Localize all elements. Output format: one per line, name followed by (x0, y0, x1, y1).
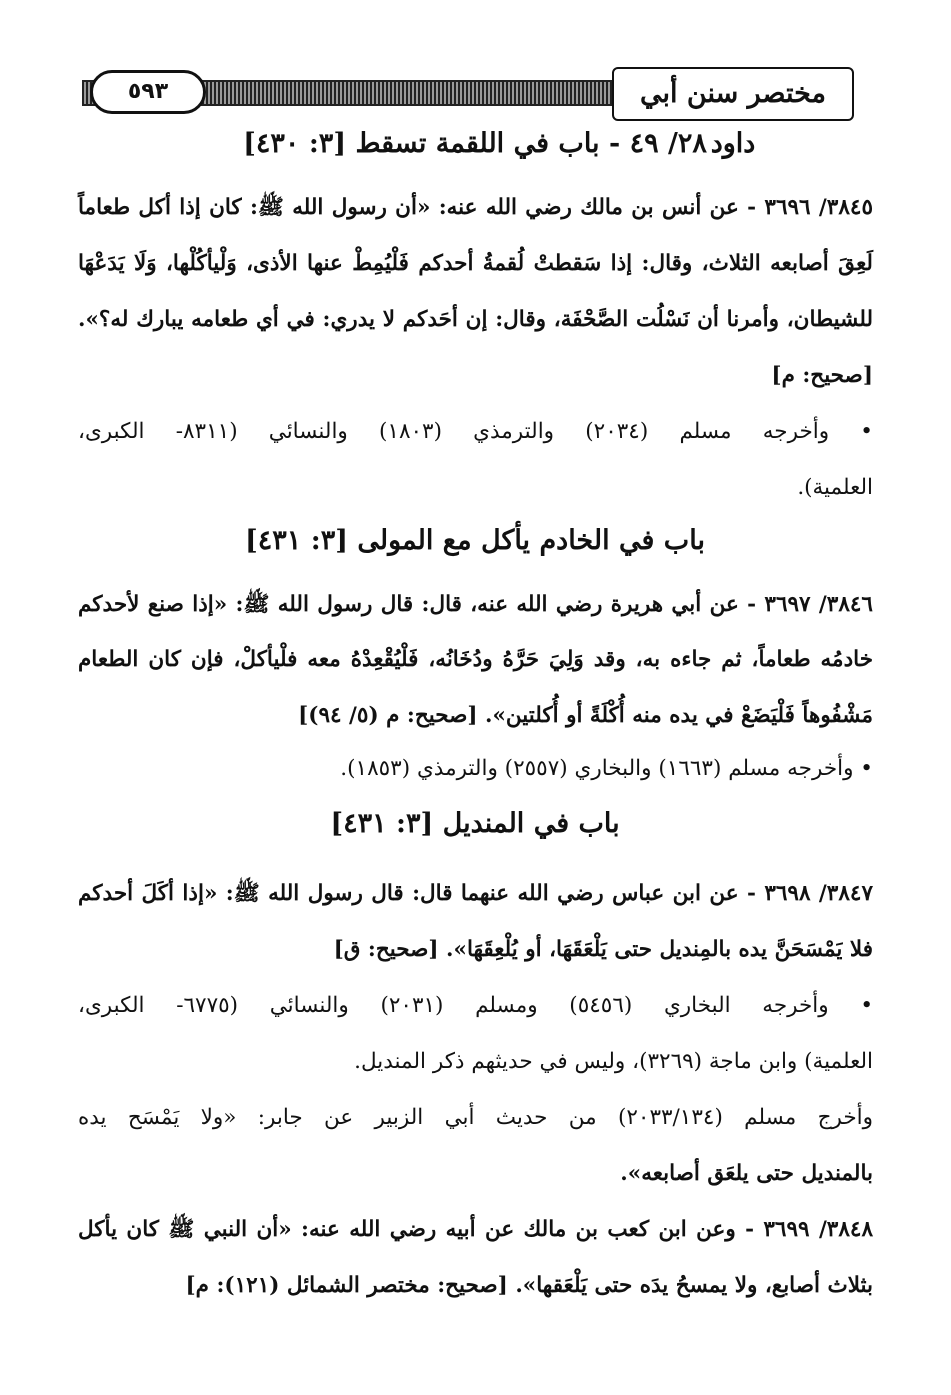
chapter-heading-morsel: ٢٨/ ٤٩ - باب في اللقمة تسقط [٣: ٤٣٠] (243, 128, 707, 159)
book-title: مختصر سنن أبي داود (612, 67, 854, 121)
extra-note-line-1: وأخرج مسلم (٢٠٣٣/١٣٤) من حديث أبي الزبير عن جابر: «ولا يَمْسَح يده (78, 1105, 873, 1130)
hadith-3846-line-1: ٣٨٤٦/ ٣٦٩٧ - عن أبي هريرة رضي الله عنه، قال: قال رسول الله ﷺ: «إذا صنع لأحدكم (78, 592, 873, 617)
takhrij-3846-line-1: • وأخرجه مسلم (١٦٦٣) والبخاري (٢٥٥٧) والترمذي (١٨٥٣). (340, 756, 873, 781)
extra-note-line-2: بالمنديل حتى يلعَق أصابعه». (620, 1161, 873, 1186)
hadith-3845-line-2: لَعِقَ أصابعه الثلاث، وقال: إذا سَقطتْ لُقمةُ أحدكم فَلْيُمِطْ عنها الأذى، وَلْيأكُلْها، وَلَا يَدَعْهَا (78, 251, 873, 276)
hadith-3845-grading: [صحيح: م] (771, 363, 873, 388)
chapter-heading-napkin: باب في المنديل [٣: ٤٣١] (330, 808, 620, 839)
hadith-3845-line-3: للشيطان، وأمرنا أن نَسْلُت الصَّحْفَة، وقال: إن أحَدكم لا يدري: في أي طعامه يبارك له؟». (78, 307, 873, 332)
hadith-3845-line-1: ٣٨٤٥/ ٣٦٩٦ - عن أنس بن مالك رضي الله عنه: «أن رسول الله ﷺ: كان إذا أكل طعاماً (78, 195, 873, 220)
hadith-3846-line-2: خادمُه طعاماً، ثم جاءه به، وقد وَلِيَ حَرَّهُ ودُخَانُه، فَلْيُقْعِدْهُ معه فلْيأكلْ، فإن كان الطعام (78, 647, 873, 672)
takhrij-3845-line-2: العلمية). (797, 475, 873, 500)
hadith-3848-line-1: ٣٨٤٨/ ٣٦٩٩ - وعن ابن كعب بن مالك عن أبيه رضي الله عنه: «أن النبي ﷺ كان يأكل (78, 1217, 873, 1242)
hadith-3847-line-1: ٣٨٤٧/ ٣٦٩٨ - عن ابن عباس رضي الله عنهما قال: قال رسول الله ﷺ: «إذا أكَلَ أحدكم (78, 881, 873, 906)
takhrij-3847-line-1: • وأخرجه البخاري (٥٤٥٦) ومسلم (٢٠٣١) والنسائي (٦٧٧٥- الكبرى، (78, 993, 873, 1018)
hadith-3847-line-2: فلا يَمْسَحَنَّ يده بالمِنديل حتى يَلْعَقَهَا، أو يُلْعِقَهَا». [صحيح: ق] (333, 937, 873, 962)
takhrij-3845-line-1: • وأخرجه مسلم (٢٠٣٤) والترمذي (١٨٠٣) والنسائي (٨٣١١- الكبرى، (78, 419, 873, 444)
takhrij-3847-line-2: العلمية) وابن ماجة (٣٢٦٩)، وليس في حديثهم ذكر المنديل. (354, 1049, 873, 1074)
chapter-heading-servant: باب في الخادم يأكل مع المولى [٣: ٤٣١] (245, 525, 705, 556)
page-number: ٥٩٣ (90, 70, 206, 114)
hadith-3848-line-2: بثلاث أصابع، ولا يمسحُ يدَه حتى يَلْعَقها». [صحيح: مختصر الشمائل (١٢١): م] (185, 1273, 873, 1298)
hadith-3846-line-3: مَشْفُوهاً فَلْيَضَعْ في يده منه أُكْلَةً أو أُكلتين». [صحيح: م (٥/ ٩٤)] (298, 703, 873, 728)
